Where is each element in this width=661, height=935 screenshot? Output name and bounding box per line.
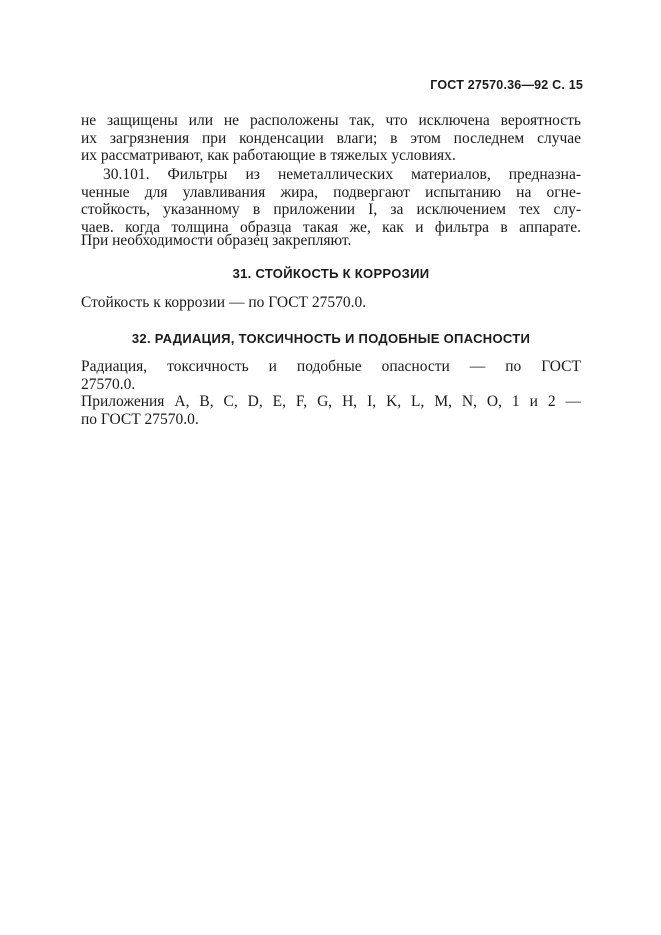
section-31-text bbox=[81, 294, 581, 312]
text-line: 27570.0. bbox=[81, 375, 136, 393]
section-32-paragraph-2 bbox=[81, 393, 581, 428]
paragraph-29-continuation bbox=[81, 112, 581, 165]
section-32-heading: 32. РАДИАЦИЯ, ТОКСИЧНОСТЬ И ПОДОБНЫЕ ОПАСНОСТИ bbox=[131, 331, 531, 346]
page-header: ГОСТ 27570.36—92 С. 15 bbox=[430, 78, 583, 92]
text-line: ченные для улавливания жира, подвергают испытанию на огне- bbox=[81, 183, 581, 201]
text-line: чаев. когда толщина образца такая же, как и фильтра в аппарате. bbox=[81, 218, 581, 236]
text-line: При необходимости образец закрепляют. bbox=[81, 232, 352, 249]
text-line: Радиация, токсичность и подобные опасности — по ГОСТ bbox=[81, 358, 581, 375]
section-31-heading: 31. СТОЙКОСТЬ К КОРРОЗИИ bbox=[232, 266, 430, 281]
paragraph-30-101 bbox=[81, 166, 581, 236]
text-line: Стойкость к коррозии — по ГОСТ 27570.0. bbox=[81, 294, 367, 311]
text-line: 30.101. Фильтры из неметаллических материалов, предназна- bbox=[103, 166, 581, 183]
text-line: их загрязнения при конденсации влаги; в этом последнем случае bbox=[81, 129, 581, 147]
paragraph-fixing bbox=[81, 232, 581, 250]
text-line: не защищены или не расположены так, что исключена вероятность bbox=[81, 112, 581, 129]
section-32-paragraph-1 bbox=[81, 358, 581, 393]
text-line: их рассматривают, как работающие в тяжелых условиях. bbox=[81, 147, 456, 164]
text-line: стойкость, указанному в приложении I, за исключением тех слу- bbox=[81, 201, 581, 218]
text-line: Приложения A, B, C, D, E, F, G, H, I, K, L, M, N, O, 1 и 2 — bbox=[81, 393, 581, 410]
text-line: по ГОСТ 27570.0. bbox=[81, 410, 199, 428]
